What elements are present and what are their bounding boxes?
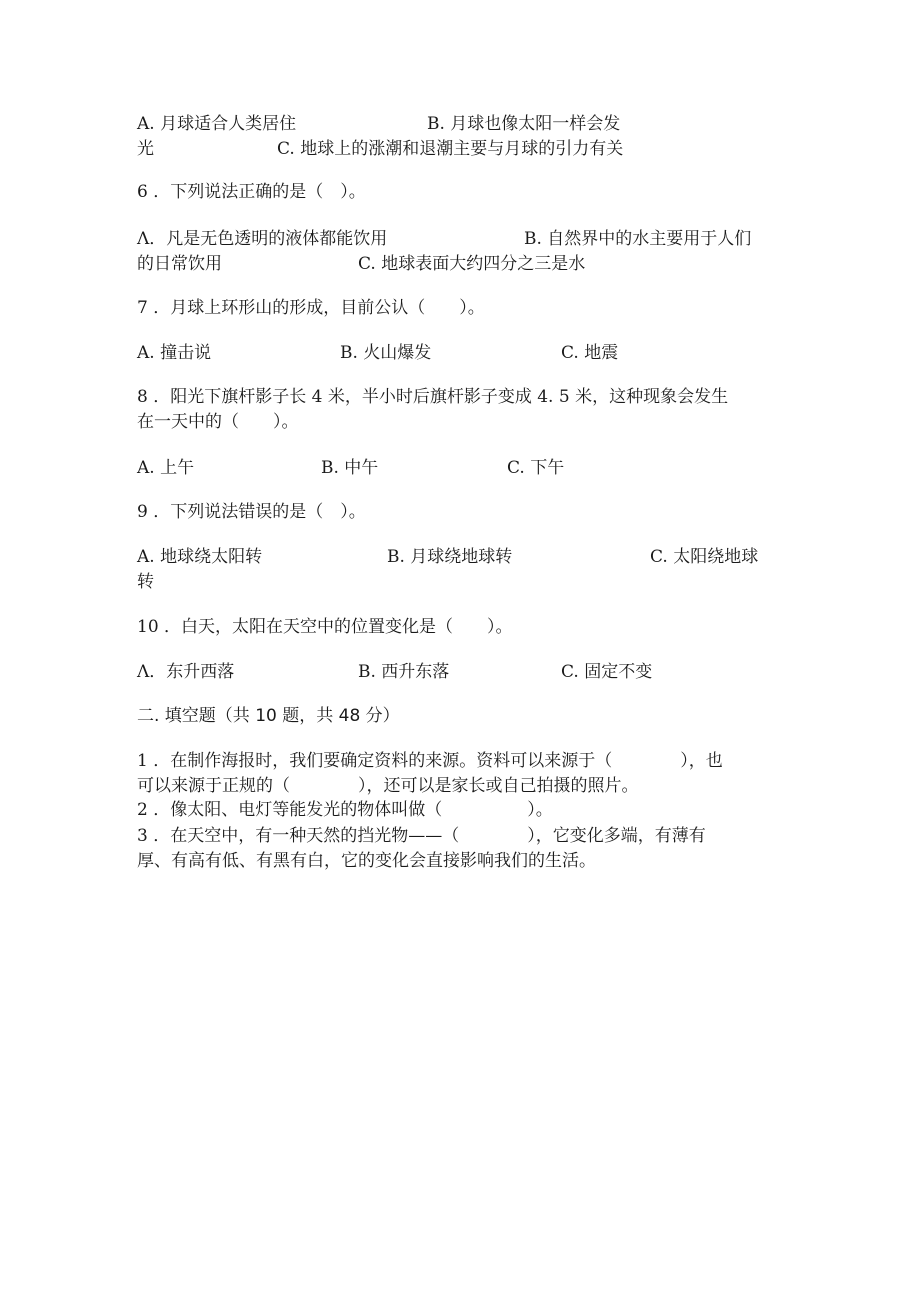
q6-option-b: B. 自然界中的水主要用于人们 xyxy=(524,229,752,249)
q6-option-b-wrap: 的日常饮用 xyxy=(137,254,222,274)
q5-option-b: B. 月球也像太阳一样会发 xyxy=(427,114,621,134)
q7-stem: 7 ．月球上环形山的形成，目前公认（ ）。 xyxy=(137,298,485,318)
fill-q3-line2: 厚、有高有低、有黑有白，它的变化会直接影响我们的生活。 xyxy=(137,851,596,871)
q10-option-b: B. 西升东落 xyxy=(358,662,450,682)
q8-option-b: B. 中午 xyxy=(321,458,379,478)
q5-option-a: A. 月球适合人类居住 xyxy=(137,114,297,134)
q9-option-a: A. 地球绕太阳转 xyxy=(137,547,263,567)
q5-option-c: C. 地球上的涨潮和退潮主要与月球的引力有关 xyxy=(277,139,624,159)
q7-option-b: B. 火山爆发 xyxy=(340,343,432,363)
q9-option-c: C. 太阳绕地球 xyxy=(650,547,759,567)
fill-q1-line2: 可以来源于正规的（ ），还可以是家长或自己拍摄的照片。 xyxy=(137,776,639,796)
section-heading-fill-in: 二. 填空题（共 10 题，共 48 分） xyxy=(137,706,400,726)
q9-option-b: B. 月球绕地球转 xyxy=(387,547,513,567)
q6-stem: 6 ．下列说法正确的是（ ）。 xyxy=(137,182,366,202)
q10-stem: 10 ．白天，太阳在天空中的位置变化是（ ）。 xyxy=(137,617,513,637)
q8-option-a: A. 上午 xyxy=(137,458,195,478)
q9-option-c-wrap: 转 xyxy=(137,572,154,592)
fill-q3-line1: 3 ．在天空中，有一种天然的挡光物——（ ），它变化多端，有薄有 xyxy=(137,826,706,846)
q10-option-c: C. 固定不变 xyxy=(561,662,653,682)
q5-option-b-wrap: 光 xyxy=(137,139,154,159)
q6-option-c: C. 地球表面大约四分之三是水 xyxy=(358,254,586,274)
q7-option-c: C. 地震 xyxy=(561,343,619,363)
fill-q2: 2 ．像太阳、电灯等能发光的物体叫做（ ）。 xyxy=(137,800,553,820)
q10-option-a: Λ．东升西落 xyxy=(137,662,235,682)
q9-stem: 9 ．下列说法错误的是（ ）。 xyxy=(137,502,366,522)
fill-q1-line1: 1 ．在制作海报时，我们要确定资料的来源。资料可以来源于（ ），也 xyxy=(137,751,723,771)
q8-stem-wrap: 在一天中的（ ）。 xyxy=(137,412,299,432)
q8-stem: 8 ．阳光下旗杆影子长 4 米，半小时后旗杆影子变成 4. 5 米，这种现象会发生 xyxy=(137,387,729,407)
q8-option-c: C. 下午 xyxy=(507,458,565,478)
q6-option-a: Λ．凡是无色透明的液体都能饮用 xyxy=(137,229,388,249)
q7-option-a: A. 撞击说 xyxy=(137,343,212,363)
